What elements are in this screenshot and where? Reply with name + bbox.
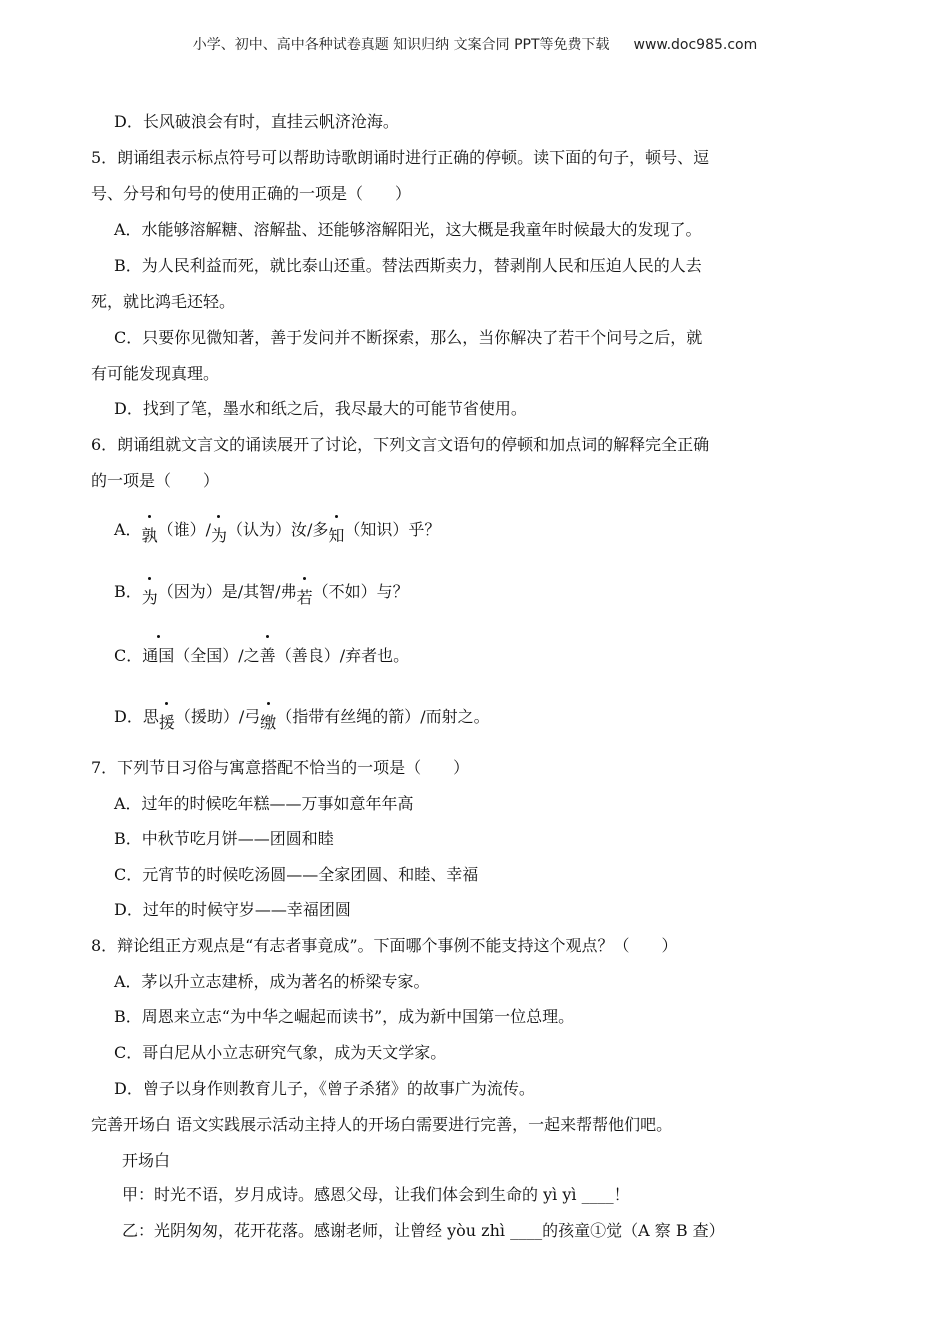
opening-title: 开场白 xyxy=(122,1151,171,1170)
q8-option-d: D．曾子以身作则教育儿子，《曾子杀猪》的故事广为流传。 xyxy=(114,1079,535,1098)
q6-option-c xyxy=(114,645,409,667)
q5-option-c-line2: 有可能发现真理。 xyxy=(91,364,220,383)
option-label: D．思 xyxy=(114,707,159,726)
dotted-word: 善 xyxy=(259,646,276,665)
dotted-word: 孰 xyxy=(141,526,158,545)
dotted-word: 缴 xyxy=(260,713,277,732)
dotted-word: 若 xyxy=(296,588,313,607)
q6-option-b xyxy=(114,581,409,607)
q7-stem: 7．下列节日习俗与寓意搭配不恰当的一项是（ ） xyxy=(91,758,470,777)
option-text: （因为）是/其智/弗 xyxy=(157,582,297,601)
q7-option-a: A．过年的时候吃年糕——万事如意年年高 xyxy=(114,794,414,813)
q6-stem-line2: 的一项是（ ） xyxy=(91,471,220,490)
q5-option-b-line1: B．为人民利益而死，就比泰山还重。替法西斯卖力，替剥削人民和压迫人民的人去 xyxy=(114,256,702,275)
section-intro: 完善开场白 语文实践展示活动主持人的开场白需要进行完善，一起来帮帮他们吧。 xyxy=(91,1115,673,1134)
q4-option-d: D．长风破浪会有时，直挂云帆济沧海。 xyxy=(114,112,399,131)
option-text: （认为）汝/多 xyxy=(227,520,329,539)
option-label: A． xyxy=(114,520,142,539)
option-label: B． xyxy=(114,582,142,601)
q7-option-d: D．过年的时候守岁——幸福团圆 xyxy=(114,900,351,919)
dotted-word: 为 xyxy=(210,526,227,545)
q5-option-c-line1: C．只要你见微知著，善于发问并不断探索，那么，当你解决了若干个问号之后，就 xyxy=(114,328,703,347)
option-text: （指带有丝绳的箭）/而射之。 xyxy=(276,707,490,726)
q5-option-d: D．找到了笔，墨水和纸之后，我尽最大的可能节省使用。 xyxy=(114,399,527,418)
q5-option-a: A．水能够溶解糖、溶解盐、还能够溶解阳光，这大概是我童年时候最大的发现了。 xyxy=(114,220,702,239)
q8-stem: 8．辩论组正方观点是“有志者事竟成”。下面哪个事例不能支持这个观点？（ ） xyxy=(91,936,678,955)
option-text: （不如）与？ xyxy=(312,582,409,601)
option-text: （援助）/弓 xyxy=(174,707,261,726)
dotted-word: 知 xyxy=(328,526,345,545)
q8-option-b: B．周恩来立志“为中华之崛起而读书”，成为新中国第一位总理。 xyxy=(114,1007,575,1026)
q5-option-b-line2: 死，就比鸿毛还轻。 xyxy=(91,292,236,311)
header-site: www.doc985.com xyxy=(633,37,758,53)
q8-option-a: A．茅以升立志建桥，成为著名的桥梁专家。 xyxy=(114,972,430,991)
q8-option-c: C．哥白尼从小立志研究气象，成为天文学家。 xyxy=(114,1043,447,1062)
header-text: 小学、初中、高中各种试卷真题 知识归纳 文案合同 PPT等免费下载 xyxy=(192,37,610,53)
q5-stem-line1: 5．朗诵组表示标点符号可以帮助诗歌朗诵时进行正确的停顿。读下面的句子，顿号、逗 xyxy=(91,148,710,167)
option-label: C． xyxy=(114,646,143,665)
opening-line-jia: 甲：时光不语，岁月成诗。感恩父母，让我们体会到生命的 yì yì ____！ xyxy=(122,1185,630,1204)
option-text: （全国）/之 xyxy=(174,646,260,665)
opening-line-yi: 乙：光阴匆匆，花开花落。感谢老师，让曾经 yòu zhì ____的孩童①觉（A 察 B 查） xyxy=(122,1221,725,1240)
page-header xyxy=(0,34,950,54)
dotted-word: 援 xyxy=(158,713,175,732)
dotted-word: 通国 xyxy=(142,646,175,665)
option-text: （知识）乎？ xyxy=(344,520,441,539)
q6-stem-line1: 6．朗诵组就文言文的诵读展开了讨论，下列文言文语句的停顿和加点词的解释完全正确 xyxy=(91,435,710,454)
option-text: （谁）/ xyxy=(157,520,211,539)
q7-option-c: C．元宵节的时候吃汤圆——全家团圆、和睦、幸福 xyxy=(114,865,479,884)
q6-option-d xyxy=(114,706,490,732)
q5-stem-line2: 号、分号和句号的使用正确的一项是（ ） xyxy=(91,184,412,203)
q7-option-b: B．中秋节吃月饼——团圆和睦 xyxy=(114,829,334,848)
dotted-word: 为 xyxy=(141,588,158,607)
q6-option-a xyxy=(114,519,441,545)
option-text: （善良）/弃者也。 xyxy=(275,646,410,665)
